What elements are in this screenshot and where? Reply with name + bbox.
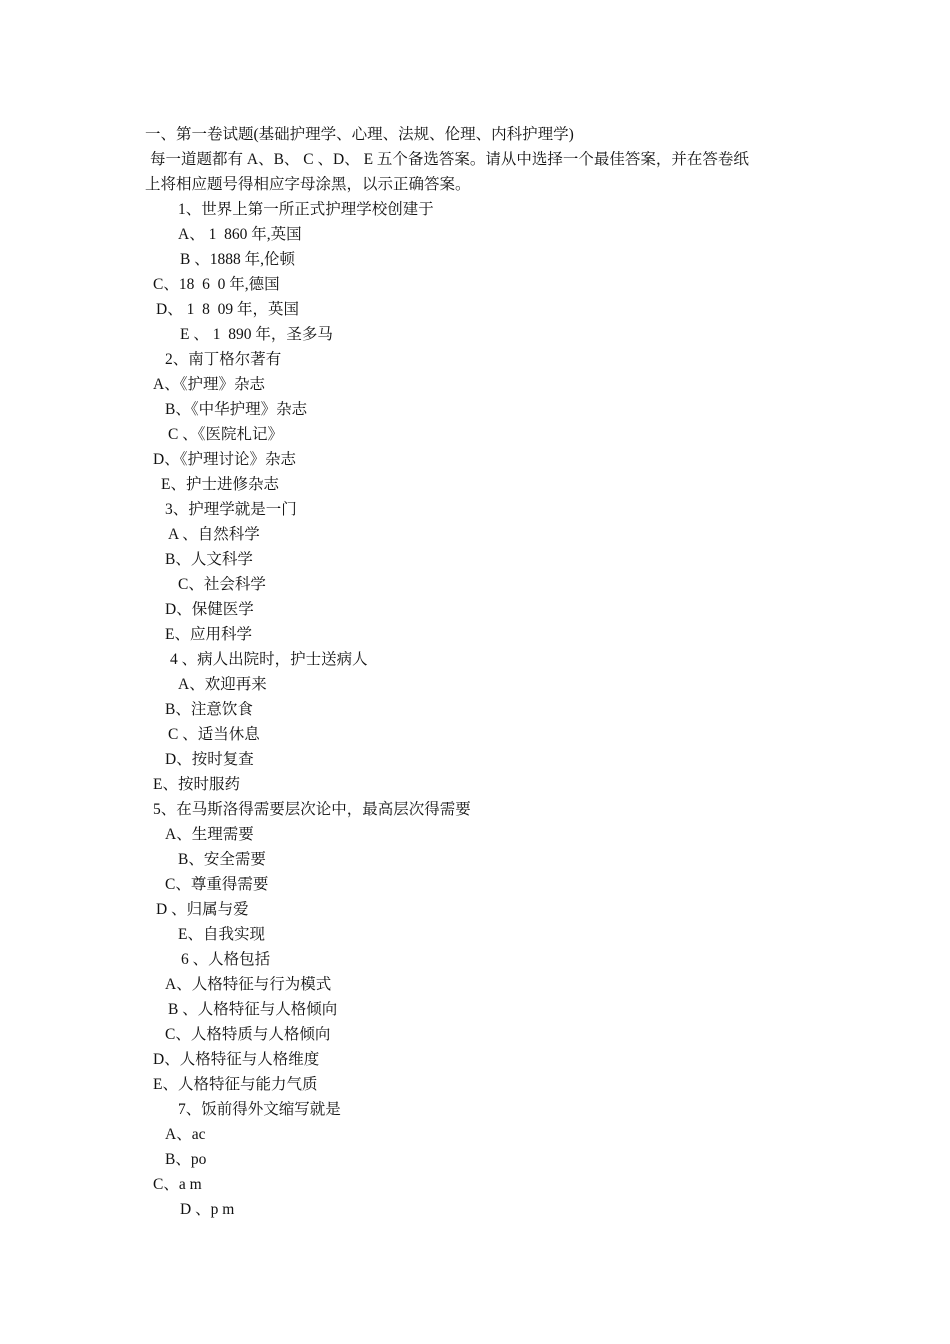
question-7-option-a: A、ac [165,1126,206,1143]
question-6-stem: 6 、人格包括 [181,951,271,968]
question-1-stem: 1、世界上第一所正式护理学校创建于 [178,201,434,218]
instruction-line-2: 上将相应题号得相应字母涂黑，以示正确答案。 [145,176,471,193]
question-4-option-c: C 、适当休息 [168,726,260,743]
question-3-option-a: A 、自然科学 [168,526,260,543]
question-3-option-c: C、社会科学 [178,576,266,593]
question-2-stem: 2、南丁格尔著有 [165,351,282,368]
question-5-option-b: B、安全需要 [178,851,266,868]
question-7-option-c: C、a m [153,1176,202,1193]
section-title: 一、第一卷试题(基础护理学、心理、法规、伦理、内科护理学) [145,126,574,143]
question-4-option-b: B、注意饮食 [165,701,253,718]
question-5-option-a: A、生理需要 [165,826,254,843]
question-4-stem: 4 、病人出院时，护士送病人 [170,651,368,668]
question-5-option-e: E、自我实现 [178,926,265,943]
instruction-line-1: 每一道题都有 A、B、 C 、D、 E 五个备选答案。请从中选择一个最佳答案，并在答卷纸 [150,151,749,168]
question-7-option-b: B、po [165,1151,207,1168]
question-3-option-b: B、人文科学 [165,551,253,568]
question-4-option-d: D、按时复查 [165,751,254,768]
question-1-option-a: A、 1 860 年,英国 [178,226,302,243]
question-2-option-a: A、《护理》杂志 [153,376,265,393]
question-4-option-a: A、欢迎再来 [178,676,267,693]
question-5-option-c: C、尊重得需要 [165,876,269,893]
question-5-option-d: D 、归属与爱 [156,901,249,918]
question-2-option-d: D、《护理讨论》杂志 [153,451,296,468]
question-2-option-e: E、护士进修杂志 [161,476,279,493]
question-6-option-c: C、人格特质与人格倾向 [165,1026,331,1043]
question-1-option-c: C、18 6 0 年,德国 [153,276,280,293]
question-2-option-c: C 、《医院札记》 [168,426,283,443]
question-6-option-e: E、人格特征与能力气质 [153,1076,318,1093]
question-6-option-d: D、人格特征与人格维度 [153,1051,320,1068]
question-3-option-e: E、应用科学 [165,626,252,643]
question-4-option-e: E、按时服药 [153,776,240,793]
question-2-option-b: B、《中华护理》杂志 [165,401,308,418]
question-1-option-b: B 、1888 年,伦顿 [180,251,295,268]
question-6-option-b: B 、人格特征与人格倾向 [168,1001,338,1018]
question-6-option-a: A、人格特征与行为模式 [165,976,332,993]
question-7-option-d: D 、p m [180,1201,235,1218]
question-1-option-d: D、 1 8 09 年，英国 [156,301,299,318]
question-5-stem: 5、在马斯洛得需要层次论中，最高层次得需要 [153,801,471,818]
question-3-option-d: D、保健医学 [165,601,254,618]
question-7-stem: 7、饭前得外文缩写就是 [178,1101,341,1118]
question-3-stem: 3、护理学就是一门 [165,501,297,518]
question-1-option-e: E 、 1 890 年，圣多马 [180,326,333,343]
